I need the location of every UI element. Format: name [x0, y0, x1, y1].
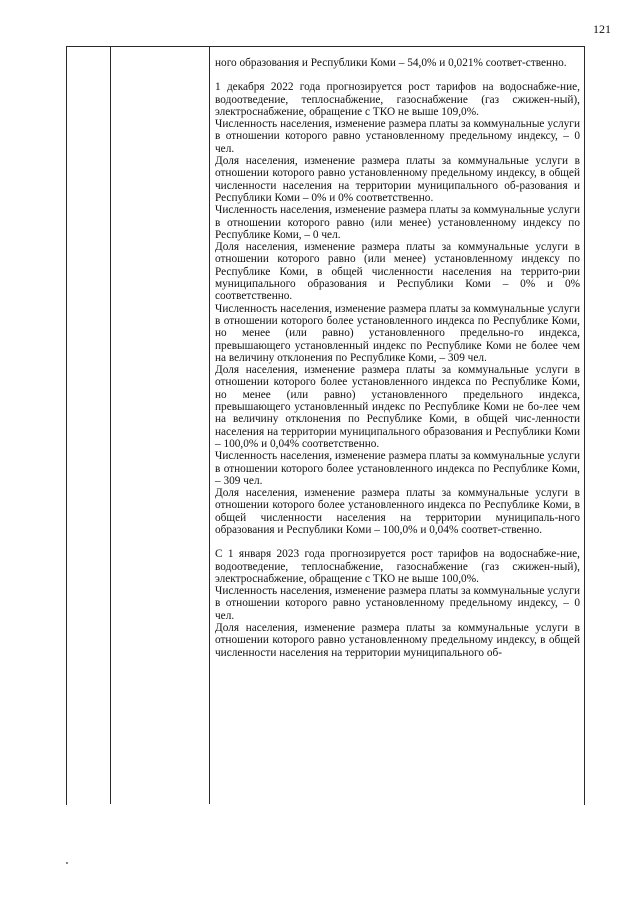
table-cell-text — [215, 57, 580, 659]
column-divider-1 — [110, 46, 111, 804]
paragraph: Численность населения, изменение размера платы за коммунальные услуги в отношении которого более установленного индекса по Республике Коми, – 309 чел. — [215, 450, 580, 487]
paragraph: ного образования и Республики Коми – 54,0% и 0,021% соответ-ственно. — [215, 57, 567, 69]
paragraph: Численность населения, изменение размера платы за коммунальные услуги в отношении которого равно (или менее) установленному индексу по Республике Коми, – 0 чел. — [215, 204, 580, 241]
page-number: 121 — [593, 22, 611, 36]
paragraph-gap — [215, 69, 580, 81]
paragraph-gap — [215, 536, 580, 548]
paragraph: Доля населения, изменение размера платы за коммунальные услуги в отношении которого более установленного индекса по Республике Коми, но менее (или равно) установленного предельного индекса, превышающего установленный индекс по Республике Коми не бо-лее чем на величину отклонения по Республике Коми, в общей чис-ленности населения на территории муниципального образования и Республики Коми – 100,0% и 0,04% соответственно. — [215, 364, 580, 450]
scan-speck — [66, 862, 68, 864]
paragraph: Доля населения, изменение размера платы за коммунальные услуги в отношении которого равно установленному предельному индексу, в общей численности населения на территории муниципального об- — [215, 622, 580, 659]
paragraph: Численность населения, изменение размера платы за коммунальные услуги в отношении которого более установленного индекса по Республике Коми, но менее (или равно) установленного предельно-го индекса, превышающего установленный индекс по Республике Коми не более чем на величину отклонения по Республике Коми, – 309 чел. — [215, 302, 580, 364]
paragraph: С 1 января 2023 года прогнозируется рост тарифов на водоснабже-ние, водоотведение, теплоснабжение, газоснабжение (газ сжижен-ный), электроснабжение, обращение с ТКО не выше 100,0%. — [215, 548, 580, 585]
paragraph: Доля населения, изменение размера платы за коммунальные услуги в отношении которого более установленного индекса по Республике Коми, в общей численности населения на территории муниципаль-ного образования и Республики Коми – 100,0% и 0,04% соответ-ственно. — [215, 487, 580, 536]
paragraph: 1 декабря 2022 года прогнозируется рост тарифов на водоснабже-ние, водоотведение, теплоснабжение, газоснабжение (газ сжижен-ный), электроснабжение, обращение с ТКО не выше 109,0%. — [215, 81, 580, 118]
column-divider-2 — [209, 46, 210, 804]
paragraph: Численность населения, изменение размера платы за коммунальные услуги в отношении которого равно установленному предельному индексу, – 0 чел. — [215, 118, 580, 155]
paragraph: Доля населения, изменение размера платы за коммунальные услуги в отношении которого равно (или менее) установленному индексу по Республике Коми, в общей численности населения на террито-рии муниципального образования и Республики Коми – 0% и 0% соответственно. — [215, 241, 580, 303]
paragraph: Численность населения, изменение размера платы за коммунальные услуги в отношении которого равно установленному предельному индексу, – 0 чел. — [215, 585, 580, 622]
paragraph: Доля населения, изменение размера платы за коммунальные услуги в отношении которого равно установленному предельному индексу, в общей численности населения на территории муниципального об-разования и Республики Коми – 0% и 0% соответственно. — [215, 155, 580, 204]
